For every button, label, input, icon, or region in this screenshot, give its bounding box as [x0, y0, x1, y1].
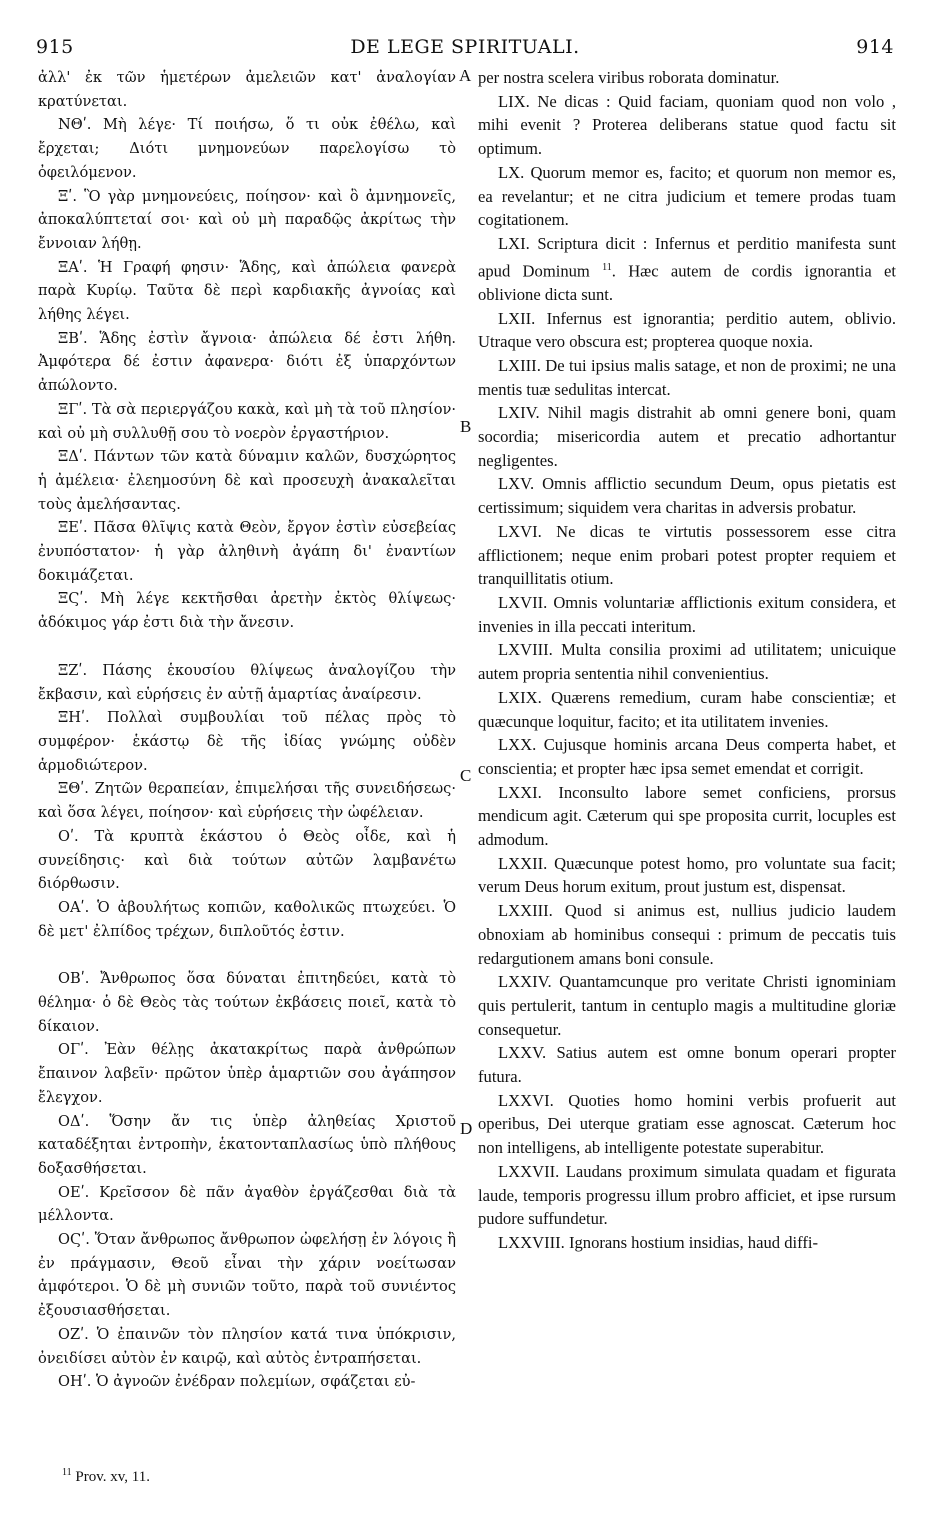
greek-paragraph: ἀλλ' ἐκ τῶν ἡμετέρων ἀμελειῶν κατ' ἀναλογίαν κρατύνεται.: [38, 69, 456, 110]
latin-column: [478, 66, 896, 1255]
footnote-text: Prov. xv, 11.: [75, 1469, 150, 1485]
latin-paragraph: LXVIII. Multa consilia proximi ad utilitatem; unicuique autem propria sententia nihil convenientius.: [478, 640, 896, 684]
greek-paragraph: ΟΗʹ. Ὁ ἀγνοῶν ἐνέδραν πολεμίων, σφάζεται εὐ-: [58, 1373, 416, 1391]
greek-paragraph: ΞΓʹ. Τὰ σὰ περιεργάζου κακὰ, καὶ μὴ τὰ τοῦ πλησίον· καὶ οὐ μὴ συλλυθῇ σου τὸ νοερὸν ἐργαστήριον.: [38, 400, 456, 442]
greek-paragraph: ΟΔʹ. Ὅσην ἄν τις ὑπὲρ ἀληθείας Χριστοῦ καταδέξηται ἐντροπὴν, ἑκατονταπλασίως ὑπὸ πλήθους δοξασθήσεται.: [38, 1112, 456, 1177]
latin-paragraph: LXXIV. Quantamcunque pro veritate Christi ignominiam quis pertulerit, tantum in centuplo magis a multitudine gloriæ consequetur.: [478, 972, 896, 1039]
footnote-reference: 11: [602, 261, 612, 273]
footnote: [62, 1467, 150, 1486]
greek-paragraph: ΝΘʹ. Μὴ λέγε· Τί ποιήσω, ὅ τι οὐκ ἐθέλω, καὶ ἔρχεται; Διότι μνημονεύων παρελογίσω τὸ ὀφειλόμενον.: [38, 116, 456, 181]
latin-paragraph: LIX. Ne dicas : Quid faciam, quoniam quod non volo , mihi evenit ? Proterea deliberans statue quod factu sit optimum.: [478, 91, 896, 159]
greek-column: [38, 66, 456, 1394]
page-number-left: 915: [36, 36, 74, 58]
latin-paragraph: LXXII. Quæcunque potest homo, pro voluntate sua facit; verum Deus horum exitum, prout justum est, dispensat.: [478, 853, 896, 897]
greek-paragraph: Ξʹ. Ὃ γὰρ μνημονεύεις, ποίησον· καὶ ὃ ἀμνημονεῖς, ἀποκαλύπτεταί σοι· καὶ οὐ μὴ παραδῷς ἀκρίτως τὴν ἔννοιαν λήθῃ.: [38, 187, 456, 252]
greek-paragraph: ΟΕʹ. Κρεῖσσον δὲ πᾶν ἀγαθὸν ἐργάζεσθαι διὰ τὰ μέλλοντα.: [38, 1183, 456, 1225]
greek-paragraph: ΞΗʹ. Πολλαὶ συμβουλίαι τοῦ πέλας πρὸς τὸ συμφέρον· ἑκάστῳ δὲ τῆς ἰδίας γνώμης οὐδὲν ἁρμοδιώτερον.: [38, 709, 456, 774]
greek-paragraph: ΞΑʹ. Ἡ Γραφή φησιν· Ἅδης, καὶ ἀπώλεια φανερὰ παρὰ Κυρίῳ. Ταῦτα δὲ περὶ καρδιακῆς ἀγνοίας καὶ λήθης λέγει.: [38, 258, 456, 324]
latin-paragraph: LXXVIII. Ignorans hostium insidias, haud diffi-: [498, 1232, 818, 1252]
greek-paragraph: ΞΔʹ. Πάντων τῶν κατὰ δύναμιν καλῶν, δυσχώρητος ἡ ἀμέλεια· ἐλεημοσύνη δὲ καὶ προσευχὴ ἀνακαλεῖται τοὺς ἀμελήσαντας.: [38, 448, 456, 513]
greek-paragraph: ΞΕʹ. Πᾶσα θλῖψις κατὰ Θεὸν, ἔργον ἐστὶν εὐσεβείας ἐνυπόστατον· ἡ γὰρ ἀληθινὴ ἀγάπη δι' ἐναντίων δοκιμάζεται.: [38, 519, 456, 584]
greek-paragraph: ΟΒʹ. Ἄνθρωπος ὅσα δύναται ἐπιτηδεύει, κατὰ τὸ θέλημα· ὁ δὲ Θεὸς τὰς τούτων ἐκβάσεις ποιεῖ, κατὰ τὸ δίκαιον.: [38, 970, 456, 1035]
greek-paragraph: ΟΓʹ. Ἐὰν θέλῃς ἀκατακρίτως παρὰ ἀνθρώπων ἔπαινον λαβεῖν· πρῶτον ὑπὲρ ἁμαρτιῶν σου ἀγάπησον ἔλεγχον.: [38, 1041, 456, 1106]
latin-paragraph: LXIX. Quærens remedium, curam habe conscientiæ; et quæcunque loquitur, facito; et ita utilitatem invenies.: [478, 687, 896, 731]
latin-paragraph: LXVI. Ne dicas te virtutis possessorem esse citra afflictionem; neque enim probari potest propter requiem et tranquillitatis otium.: [478, 521, 896, 589]
greek-paragraph: ΞϚʹ. Μὴ λέγε κεκτῆσθαι ἀρετὴν ἐκτὸς θλίψεως· ἀδόκιμος γάρ ἐστι διὰ τὴν ἄνεσιν.: [38, 590, 456, 632]
running-title: DE LEGE SPIRITUALI.: [350, 36, 580, 58]
greek-paragraph: Οʹ. Τὰ κρυπτὰ ἑκάστου ὁ Θεὸς οἶδε, καὶ ἡ συνείδησις· καὶ διὰ τούτων αὐτῶν λαμβανέτω διόρθωσιν.: [38, 827, 456, 893]
column-marker-c: C: [460, 766, 472, 785]
latin-paragraph: LXIV. Nihil magis distrahit ab omni genere boni, quam socordia; misericordia autem et precatio adhortantur negligentes.: [478, 403, 896, 470]
latin-paragraph: LXXVII. Laudans proximum simulata quadam et figurata laude, temporis progressu illum probro afficiet, et ipse rursum pudore suffundetur.: [478, 1161, 896, 1229]
latin-paragraph: per nostra scelera viribus roborata dominatur.: [478, 68, 780, 87]
latin-paragraph: LXII. Infernus est ignorantia; perditio autem, oblivio. Utraque vero obscura est; propterea quoque noxia.: [478, 308, 896, 352]
latin-paragraph: LXIII. De tui ipsius malis satage, et non de proximi; ne una mentis tuæ sedulitas intercat.: [478, 355, 896, 399]
latin-paragraph: LXVII. Omnis voluntariæ afflictionis exitum considera, et invenies in illa peccati interitum.: [478, 593, 896, 636]
greek-paragraph: ΞΖʹ. Πάσης ἑκουσίου θλίψεως ἀναλογίζου τὴν ἔκβασιν, καὶ εὑρήσεις ἐν αὐτῇ ἁμαρτίας ἀναίρεσιν.: [38, 661, 456, 703]
column-marker-a: A: [459, 66, 472, 85]
latin-paragraph: LXXI. Inconsulto labore semet conficiens, prorsus mendicum agit. Cæterum qui spe proposita currit, locuples est admodum.: [478, 782, 896, 850]
latin-paragraph: LXX. Cujusque hominis arcana Deus comperta habet, et conscientia; et propter hæc ipsa semet emendat et corrigit.: [478, 735, 896, 778]
column-marker-b: B: [460, 417, 472, 436]
latin-paragraph: LX. Quorum memor es, facito; et quorum non memor es, ea revelantur; et ne citra judicium et temere prodas tuam cogitationem.: [478, 162, 896, 230]
greek-paragraph: ΞΒʹ. Ἅδης ἐστὶν ἄγνοια· ἀπώλεια δέ ἐστι λήθη. Ἀμφότερα δέ ἐστιν ἀφανερα· διότι ἐξ ὑπαρχόντων ἀπώλοντο.: [38, 329, 456, 395]
column-marker-d: D: [460, 1119, 473, 1138]
page-number-right: 914: [856, 36, 894, 58]
footnote-number: 11: [62, 1467, 72, 1478]
latin-paragraph: [478, 232, 896, 307]
latin-paragraph: LXXVI. Quoties homo homini verbis profuerit aut operibus, Dei uterque gratiam esse agnoscat. Cæterum hoc non intelligens, ab intelligente potestate superabitur.: [478, 1090, 896, 1158]
greek-paragraph: ΟΑʹ. Ὁ ἀβουλήτως κοπιῶν, καθολικῶς πτωχεύει. Ὁ δὲ μετ' ἐλπίδος τρέχων, διπλοῦτός ἐστιν.: [38, 898, 456, 940]
greek-paragraph: ΞΘʹ. Ζητῶν θεραπείαν, ἐπιμελήσαι τῆς συνειδήσεως· καὶ ὅσα λέγει, ποίησον· καὶ εὑρήσεις τὴν ὠφέλειαν.: [38, 780, 456, 822]
latin-text: LXI. Scriptura dicit : Infernus et perditio manifesta sunt apud Dominum: [478, 233, 896, 281]
running-header: [36, 36, 894, 60]
latin-paragraph: LXXIII. Quod si animus est, nullius judicio laudem obnoxiam ab hominibus consequi : primum de peccatis tuis redargutionem amans boni consule.: [478, 901, 896, 968]
greek-paragraph: ΟΖʹ. Ὁ ἐπαινῶν τὸν πλησίον κατά τινα ὑπόκρισιν, ὀνειδίσει αὐτὸν ἐν καιρῷ, καὶ αὐτὸς ἐντραπήσεται.: [38, 1325, 456, 1367]
greek-paragraph: ΟϚʹ. Ὅταν ἄνθρωπος ἄνθρωπον ὠφελήσῃ ἐν λόγοις ἢ ἐν πράγμασιν, Θεοῦ εἶναι τὴν χάριν νοείτωσαν ἀμφότεροι. Ὁ δὲ μὴ συνιῶν τοῦτο, παρὰ τοῦ συνιέντος ἐξουσιασθήσεται.: [38, 1231, 456, 1320]
latin-text: . Hæc autem de cordis ignorantia et oblivione dicta sunt.: [478, 261, 897, 304]
latin-paragraph: LXXV. Satius autem est omne bonum operari propter futura.: [478, 1043, 896, 1087]
latin-paragraph: LXV. Omnis afflictio secundum Deum, opus pietatis est certissimum; siquidem vera charitas in adversis probatur.: [478, 474, 896, 518]
